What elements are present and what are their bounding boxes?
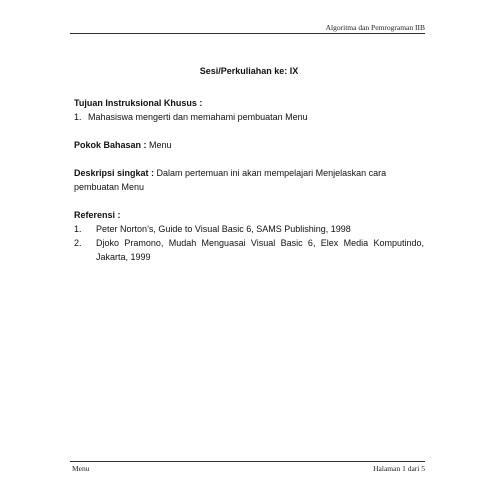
- pokok-heading: Pokok Bahasan :: [74, 140, 147, 150]
- list-item: [74, 236, 424, 264]
- referensi-heading: Referensi :: [74, 210, 121, 220]
- tujuan-heading: Tujuan Instruksional Khusus :: [74, 98, 203, 108]
- page-number: Halaman 1 dari 5: [373, 464, 425, 473]
- item-number: 2.: [74, 238, 82, 248]
- tujuan-section: [74, 96, 424, 124]
- list-item: [74, 222, 424, 236]
- item-text: Peter Norton’s, Guide to Visual Basic 6, SAMS Publishing, 1998: [96, 224, 351, 234]
- running-title: Algoritma dan Pemrograman IIB: [325, 23, 425, 32]
- referensi-section: [74, 208, 424, 264]
- pokok-section: [74, 138, 424, 152]
- item-number: 1.: [74, 224, 82, 234]
- item-number: 1.: [74, 112, 82, 122]
- deskripsi-heading: Deskripsi singkat :: [74, 168, 155, 178]
- footer-left-text: Menu: [72, 464, 90, 473]
- page-content: [74, 64, 424, 278]
- item-text: Djoko Pramono, Mudah Menguasai Visual Basic 6, Elex Media Komputindo, Jakarta, 1999: [96, 238, 424, 262]
- session-title: Sesi/Perkuliahan ke: IX: [199, 66, 299, 76]
- deskripsi-section: [74, 166, 424, 194]
- deskripsi-text-line1: Dalam pertemuan ini akan mempelajari Menjelaskan cara: [156, 168, 387, 178]
- deskripsi-text-line2: pembuatan Menu: [74, 182, 145, 192]
- footer-rule: [70, 461, 425, 462]
- header-rule: [70, 33, 425, 34]
- list-item: [74, 110, 424, 124]
- item-text: Mahasiswa mengerti dan memahami pembuatan Menu: [88, 112, 308, 122]
- pokok-value: Menu: [149, 140, 172, 150]
